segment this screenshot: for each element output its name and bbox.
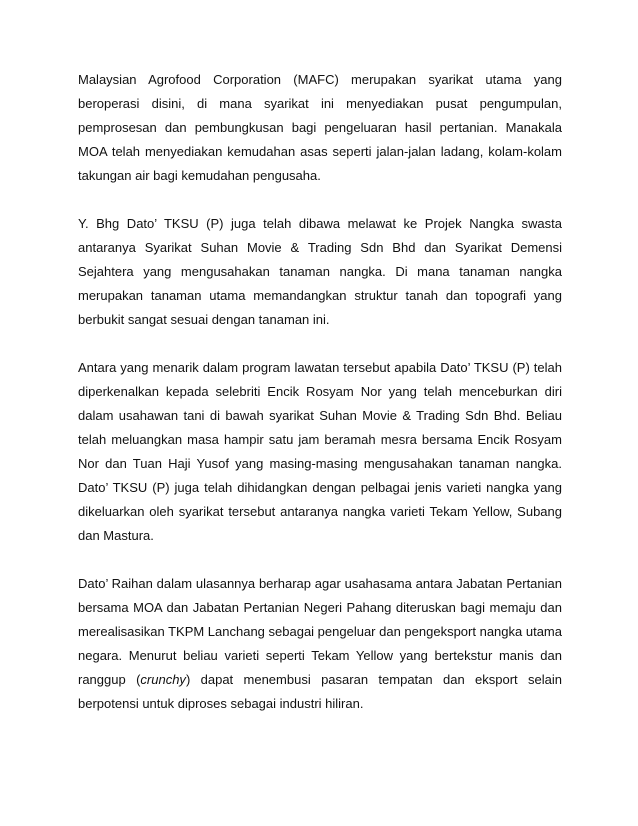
- paragraph-lawatan: Antara yang menarik dalam program lawatan tersebut apabila Dato’ TKSU (P) telah diperkenalkan kepada selebriti Encik Rosyam Nor yang telah menceburkan diri dalam usahawan tani di bawah syarikat Suhan Movie & Trading Sdn Bhd. Beliau telah meluangkan masa hampir satu jam beramah mesra bersama Encik Rosyam Nor dan Tuan Haji Yusof yang masing-masing mengusahakan tanaman nangka. Dato’ TKSU (P) juga telah dihidangkan dengan pelbagai jenis varieti nangka yang dikeluarkan oleh syarikat tersebut antaranya nangka varieti Tekam Yellow, Subang dan Mastura.: [78, 360, 562, 543]
- paragraph-mafc: Malaysian Agrofood Corporation (MAFC) merupakan syarikat utama yang beroperasi disini, di mana syarikat ini menyediakan pusat pengumpulan, pemprosesan dan pembungkusan bagi pengeluaran hasil pertanian. Manakala MOA telah menyediakan kemudahan asas seperti jalan-jalan ladang, kolam-kolam takungan air bagi kemudahan pengusaha.: [78, 72, 562, 183]
- paragraph-ulasan-text-before: Dato’ Raihan dalam ulasannya berharap agar usahasama antara Jabatan Pertanian bersama MOA dan Jabatan Pertanian Negeri Pahang diteruskan bagi memaju dan merealisasikan TKPM Lanchang sebagai pengeluar dan pengeksport nangka utama negara. Menurut beliau varieti seperti Tekam Yellow yang bertekstur manis dan ranggup (: [78, 576, 562, 687]
- paragraph-ulasan-text-after: ) dapat menembusi pasaran tempatan dan eksport selain berpotensi untuk diproses sebagai industri hiliran.: [78, 672, 562, 711]
- document-body: [78, 68, 562, 716]
- paragraph-projek-nangka: Y. Bhg Dato’ TKSU (P) juga telah dibawa melawat ke Projek Nangka swasta antaranya Syarikat Suhan Movie & Trading Sdn Bhd dan Syarikat Demensi Sejahtera yang mengusahakan tanaman nangka. Di mana tanaman nangka merupakan tanaman utama memandangkan struktur tanah dan topografi yang berbukit sangat sesuai dengan tanaman ini.: [78, 216, 562, 327]
- paragraph-ulasan-italic-term: crunchy: [140, 672, 186, 687]
- paragraph-ulasan: [78, 572, 562, 716]
